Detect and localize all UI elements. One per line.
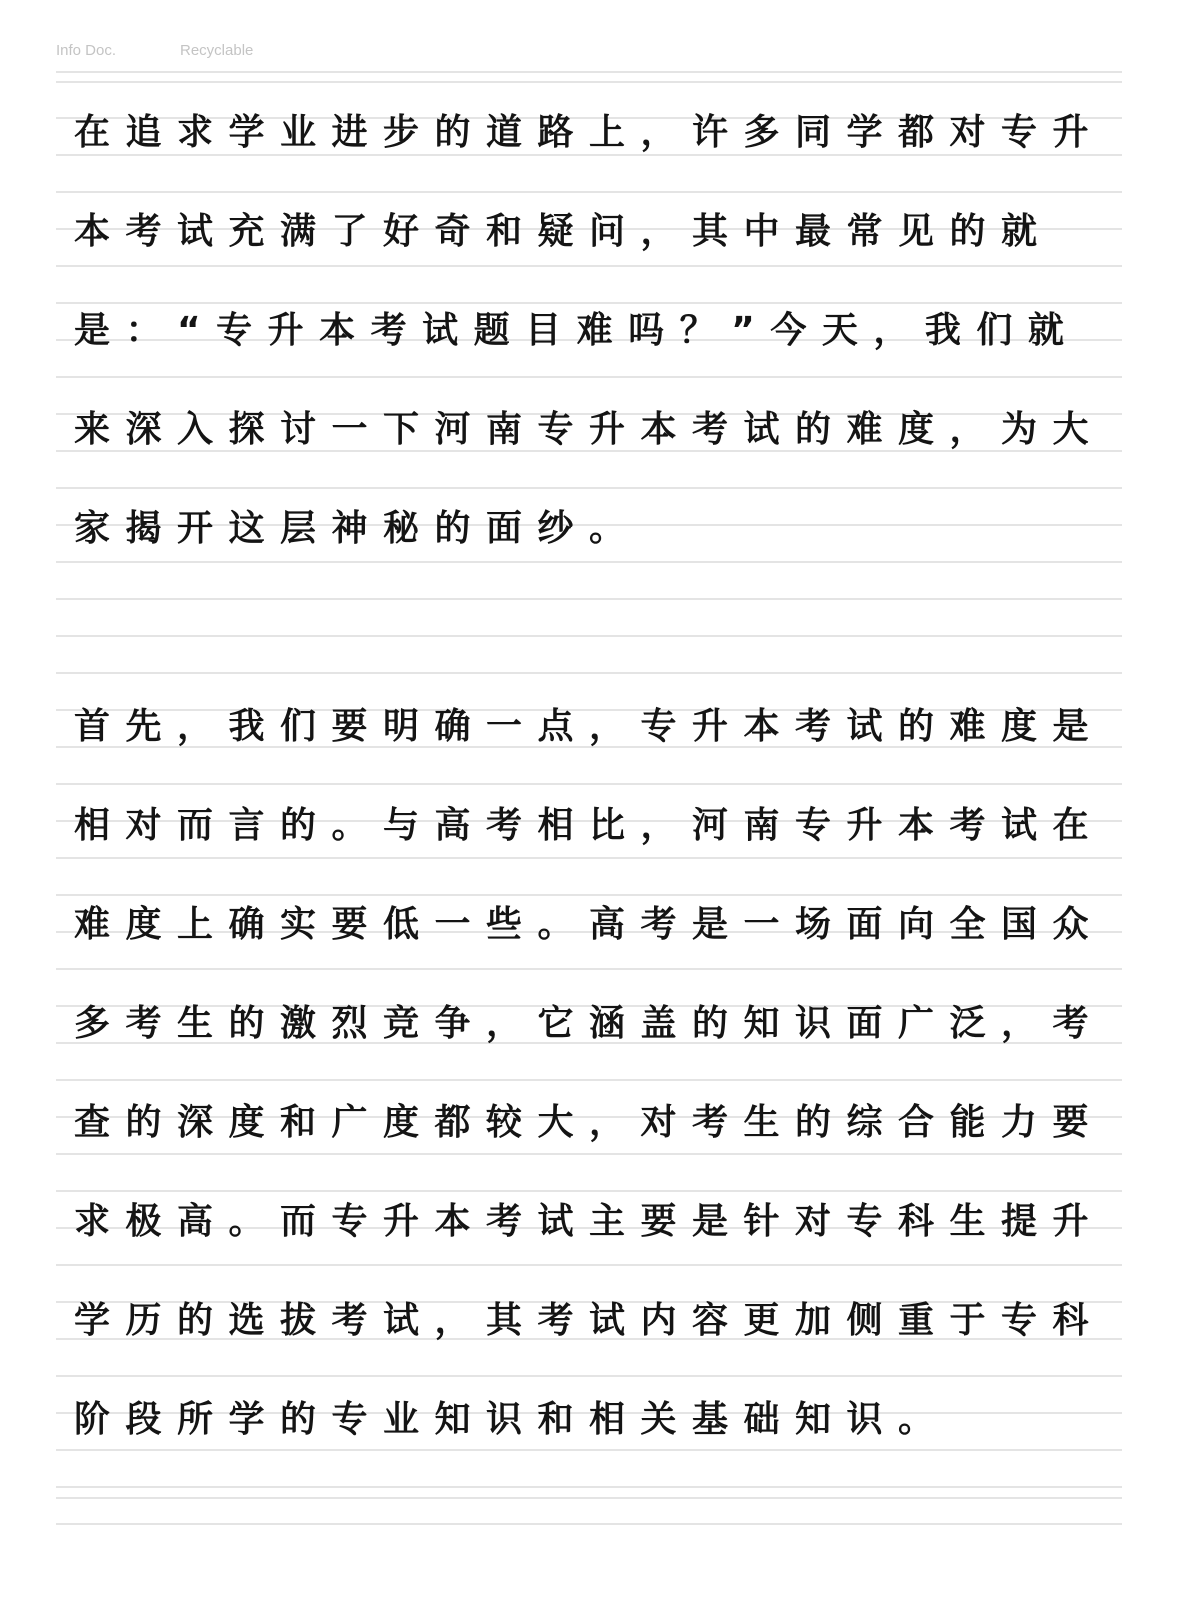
text-line: 本考试充满了好奇和疑问，其中最常见的就 [74,211,1053,252]
text-line: 阶段所学的专业知识和相关基础知识。 [74,1399,950,1440]
text-line: 首先，我们要明确一点，专升本考试的难度是 [74,706,1105,747]
doc-label: Info Doc. [56,42,117,59]
text-line: 来深入探讨一下河南专升本考试的难度，为大 [74,409,1105,450]
text-line: 多考生的激烈竞争，它涵盖的知识面广泛，考 [74,1003,1105,1044]
text-line: 相对而言的。与高考相比，河南专升本考试在 [74,805,1105,846]
text-line: 难度上确实要低一些。高考是一场面向全国众 [74,904,1105,945]
recycle-label: Recyclable [180,42,254,59]
text-line: 家揭开这层神秘的面纱。 [74,508,641,549]
text-line: 求极高。而专升本考试主要是针对专科生提升 [74,1201,1105,1242]
text-line: 是：“专升本考试题目难吗？”今天，我们就 [74,310,1080,351]
text-line: 查的深度和广度都较大，对考生的综合能力要 [74,1102,1105,1143]
text-line: 在追求学业进步的道路上，许多同学都对专升 [74,112,1105,153]
text-line: 学历的选拔考试，其考试内容更加侧重于专科 [74,1300,1105,1341]
